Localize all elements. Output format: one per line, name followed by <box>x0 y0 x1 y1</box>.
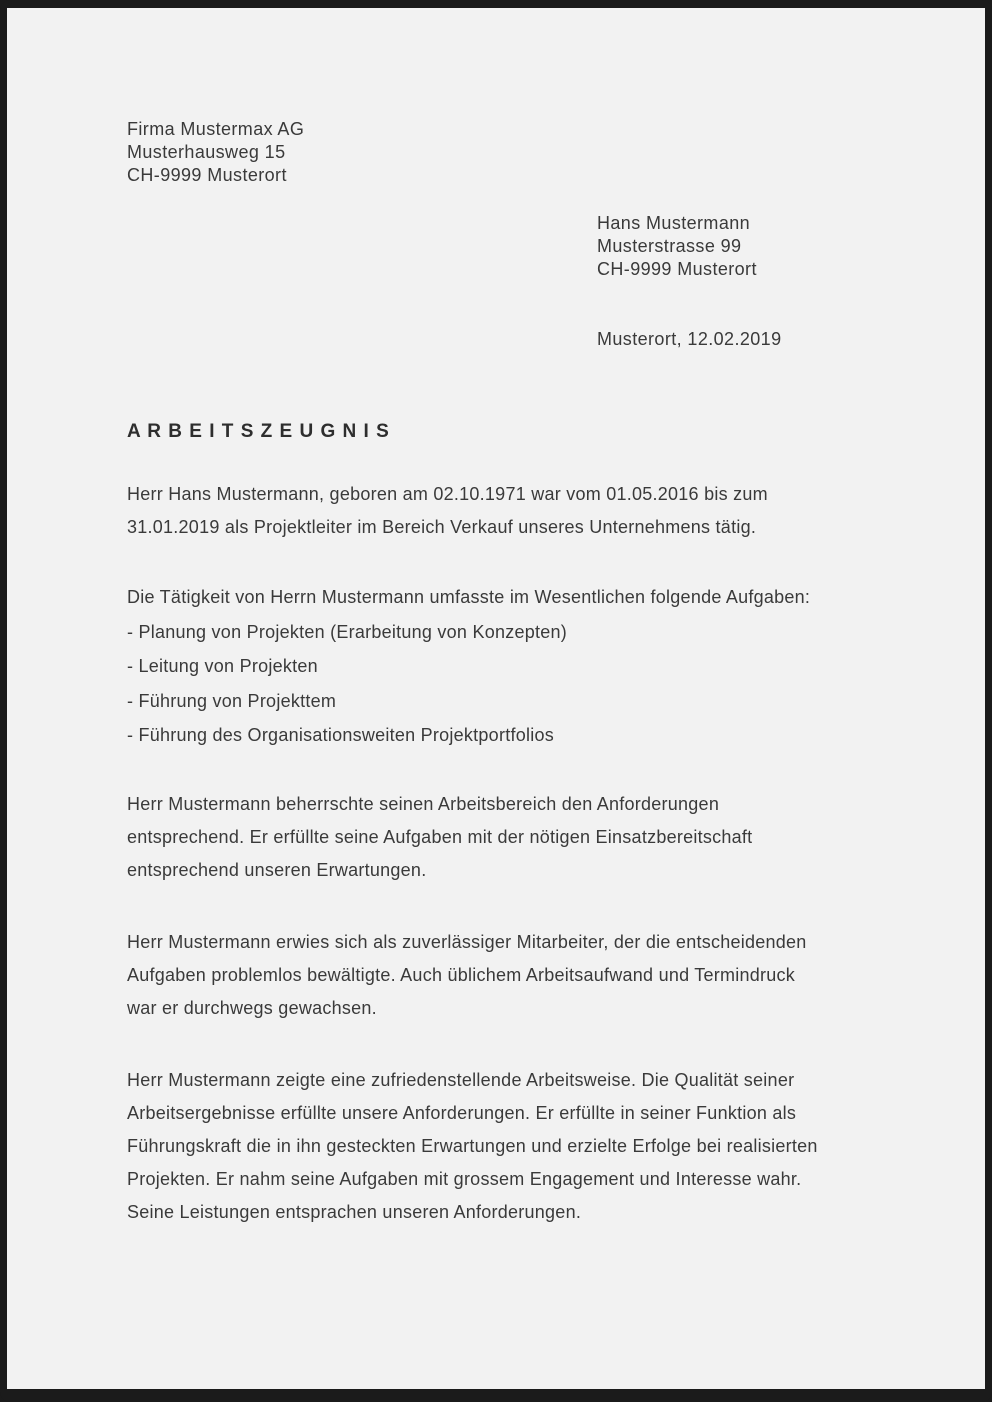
sender-address <box>127 118 304 187</box>
performance-line: Arbeitsergebnisse erfüllte unsere Anforderungen. Er erfüllte in seiner Funktion als <box>127 1103 797 1123</box>
reliability-paragraph <box>127 926 807 1025</box>
recipient-street-line: Musterstrasse 99 <box>597 236 742 256</box>
competence-line: entsprechend unseren Erwartungen. <box>127 860 427 880</box>
reliability-line: war er durchwegs gewachsen. <box>127 998 377 1018</box>
tasks-paragraph <box>127 580 810 753</box>
reliability-line: Aufgaben problemlos bewältigte. Auch üblichem Arbeitsaufwand und Termindruck <box>127 965 796 985</box>
letter-date: Musterort, 12.02.2019 <box>597 329 782 349</box>
performance-line: Herr Mustermann zeigte eine zufriedenstellende Arbeitsweise. Die Qualität seiner <box>127 1070 795 1090</box>
task-item: - Leitung von Projekten <box>127 656 318 676</box>
recipient-city-line: CH-9999 Musterort <box>597 259 757 279</box>
letter-title: A R B E I T S Z E U G N I S <box>127 421 390 442</box>
competence-paragraph <box>127 788 752 887</box>
sender-street-line: Musterhausweg 15 <box>127 142 286 162</box>
intro-paragraph <box>127 478 768 544</box>
recipient-name-line: Hans Mustermann <box>597 213 751 233</box>
sender-company-line: Firma Mustermax AG <box>127 119 305 139</box>
task-item: - Führung des Organisationsweiten Projektportfolios <box>127 725 554 745</box>
letter-document <box>7 8 985 1389</box>
intro-line: 31.01.2019 als Projektleiter im Bereich Verkauf unseres Unternehmens tätig. <box>127 517 757 537</box>
performance-line: Führungskraft die in ihn gesteckten Erwartungen und erzielte Erfolge bei realisierten <box>127 1136 818 1156</box>
intro-line: Herr Hans Mustermann, geboren am 02.10.1971 war vom 01.05.2016 bis zum <box>127 484 768 504</box>
task-item: - Planung von Projekten (Erarbeitung von Konzepten) <box>127 621 568 642</box>
competence-line: entsprechend. Er erfüllte seine Aufgaben mit der nötigen Einsatzbereitschaft <box>127 827 753 847</box>
reliability-line: Herr Mustermann erwies sich als zuverlässiger Mitarbeiter, der die entscheidenden <box>127 932 807 952</box>
tasks-intro-line: Die Tätigkeit von Herrn Mustermann umfasste im Wesentlichen folgende Aufgaben: <box>127 587 811 607</box>
performance-line: Seine Leistungen entsprachen unseren Anforderungen. <box>127 1202 582 1222</box>
performance-line: Projekten. Er nahm seine Aufgaben mit grossem Engagement und Interesse wahr. <box>127 1169 802 1189</box>
recipient-address <box>597 212 757 281</box>
task-item: - Führung von Projekttem <box>127 690 337 711</box>
sender-city-line: CH-9999 Musterort <box>127 165 287 185</box>
competence-line: Herr Mustermann beherrschte seinen Arbeitsbereich den Anforderungen <box>127 794 720 814</box>
performance-paragraph <box>127 1064 818 1229</box>
